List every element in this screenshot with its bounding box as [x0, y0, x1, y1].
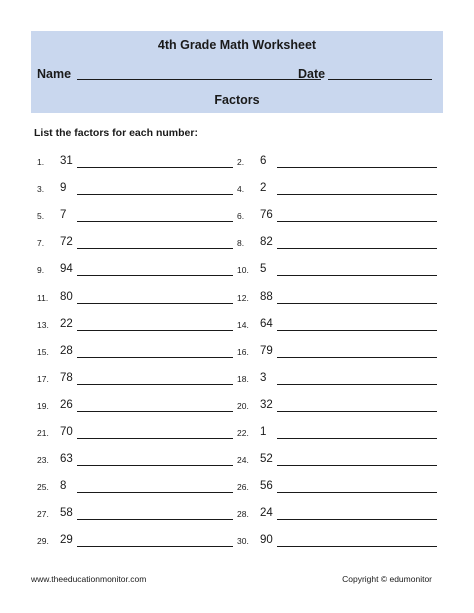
- problem-number: 9: [60, 182, 67, 195]
- problem-item: [237, 182, 437, 198]
- answer-line[interactable]: [277, 357, 437, 358]
- problem-number: 2: [260, 182, 267, 195]
- worksheet-title: 4th Grade Math Worksheet: [157, 38, 317, 52]
- problem-index: 4.: [237, 184, 245, 195]
- problem-item: [237, 426, 437, 442]
- answer-line[interactable]: [77, 384, 233, 385]
- problem-item: [237, 236, 437, 252]
- answer-line[interactable]: [277, 221, 437, 222]
- problem-item: [37, 453, 237, 469]
- problem-index: 19.: [37, 400, 49, 411]
- problem-index: 9.: [37, 265, 45, 276]
- problem-number: 1: [260, 426, 267, 438]
- problem-index: 18.: [237, 373, 249, 384]
- problem-index: 7.: [37, 238, 45, 249]
- problem-index: 14.: [237, 319, 249, 330]
- answer-line[interactable]: [277, 384, 437, 385]
- problem-item: [37, 318, 237, 334]
- problem-number: 28: [60, 344, 73, 357]
- answer-line[interactable]: [77, 546, 233, 547]
- answer-line[interactable]: [277, 465, 437, 466]
- problem-item: [237, 507, 437, 523]
- problem-number: 5: [260, 263, 267, 276]
- footer-copyright: Copyright © edumonitor: [342, 574, 432, 584]
- problem-index: 2.: [237, 157, 245, 167]
- problem-index: 30.: [237, 536, 249, 547]
- problem-number: 29: [60, 534, 73, 547]
- answer-line[interactable]: [277, 194, 437, 195]
- problem-item: [237, 399, 437, 415]
- problem-number: 72: [60, 236, 73, 249]
- instructions-text: List the factors for each number:: [34, 127, 198, 139]
- problem-item: [37, 480, 237, 496]
- answer-line[interactable]: [77, 438, 233, 439]
- problem-item: [237, 209, 437, 225]
- problem-item: [237, 480, 437, 496]
- answer-line[interactable]: [277, 546, 437, 547]
- problem-number: 94: [60, 263, 73, 276]
- answer-line[interactable]: [77, 303, 233, 304]
- problem-index: 5.: [37, 211, 45, 222]
- problem-item: [237, 453, 437, 469]
- problem-index: 8.: [237, 238, 245, 249]
- answer-line[interactable]: [277, 275, 437, 276]
- answer-line[interactable]: [77, 465, 233, 466]
- problem-number: 31: [60, 155, 73, 167]
- problem-number: 80: [60, 290, 73, 303]
- problem-item: [37, 372, 237, 388]
- problem-item: [37, 263, 237, 279]
- problem-index: 1.: [37, 157, 45, 167]
- answer-line[interactable]: [277, 167, 437, 168]
- problem-item: [37, 507, 237, 523]
- problem-number: 6: [260, 155, 267, 167]
- problem-index: 28.: [237, 509, 249, 520]
- answer-line[interactable]: [277, 519, 437, 520]
- problem-number: 88: [260, 290, 273, 303]
- problem-item: [37, 155, 237, 171]
- problem-number: 8: [60, 480, 67, 493]
- problem-item: [237, 345, 437, 361]
- problem-number: 70: [60, 426, 73, 438]
- problem-item: [37, 399, 237, 415]
- answer-line[interactable]: [77, 519, 233, 520]
- problem-item: [37, 345, 237, 361]
- date-label: Date: [298, 67, 326, 81]
- problem-index: 23.: [37, 455, 49, 466]
- problem-item: [237, 155, 437, 171]
- answer-line[interactable]: [77, 194, 233, 195]
- problem-index: 25.: [37, 482, 49, 493]
- answer-line[interactable]: [77, 330, 233, 331]
- problem-index: 16.: [237, 346, 249, 357]
- answer-line[interactable]: [77, 492, 233, 493]
- worksheet-subtitle: Factors: [214, 93, 260, 107]
- problem-number: 90: [260, 534, 273, 547]
- problem-item: [237, 318, 437, 334]
- problem-number: 58: [60, 507, 73, 520]
- problem-index: 26.: [237, 482, 249, 493]
- answer-line[interactable]: [77, 275, 233, 276]
- answer-line[interactable]: [77, 357, 233, 358]
- answer-line[interactable]: [277, 492, 437, 493]
- problem-index: 6.: [237, 211, 245, 222]
- problem-number: 78: [60, 371, 73, 384]
- problem-index: 29.: [37, 536, 49, 547]
- problem-index: 3.: [37, 184, 45, 195]
- problem-number: 64: [260, 317, 273, 330]
- answer-line[interactable]: [277, 438, 437, 439]
- problem-item: [237, 372, 437, 388]
- problem-index: 27.: [37, 509, 49, 520]
- problem-number: 63: [60, 453, 73, 466]
- problem-number: 3: [260, 371, 267, 384]
- problem-item: [37, 182, 237, 198]
- problem-number: 24: [260, 507, 273, 520]
- problem-index: 24.: [237, 455, 249, 466]
- problem-item: [237, 291, 437, 307]
- problem-index: 13.: [37, 319, 49, 330]
- problem-index: 20.: [237, 400, 249, 411]
- problem-number: 22: [60, 317, 73, 330]
- answer-line[interactable]: [277, 330, 437, 331]
- problem-index: 22.: [237, 428, 249, 438]
- answer-line[interactable]: [77, 248, 233, 249]
- answer-line[interactable]: [277, 303, 437, 304]
- problem-index: 17.: [37, 373, 49, 384]
- problem-number: 26: [60, 398, 73, 411]
- problem-number: 82: [260, 236, 273, 249]
- problem-item: [237, 263, 437, 279]
- answer-line[interactable]: [77, 411, 233, 412]
- problem-index: 12.: [237, 292, 249, 303]
- problem-item: [37, 291, 237, 307]
- answer-line[interactable]: [277, 248, 437, 249]
- answer-line[interactable]: [77, 167, 233, 168]
- problem-index: 21.: [37, 428, 49, 438]
- problem-index: 15.: [37, 346, 49, 357]
- problem-number: 79: [260, 344, 273, 357]
- problem-item: [237, 534, 437, 550]
- name-label: Name: [37, 67, 72, 81]
- answer-line[interactable]: [77, 221, 233, 222]
- problem-number: 52: [260, 453, 273, 466]
- footer-website: www.theeducationmonitor.com: [31, 574, 147, 584]
- problem-item: [37, 236, 237, 252]
- problem-number: 76: [260, 209, 273, 222]
- answer-line[interactable]: [277, 411, 437, 412]
- problem-number: 32: [260, 398, 273, 411]
- problem-item: [37, 209, 237, 225]
- problem-number: 56: [260, 480, 273, 493]
- problem-index: 11.: [37, 292, 49, 303]
- problem-item: [37, 426, 237, 442]
- problem-index: 10.: [237, 265, 249, 276]
- problem-item: [37, 534, 237, 550]
- problem-number: 7: [60, 209, 67, 222]
